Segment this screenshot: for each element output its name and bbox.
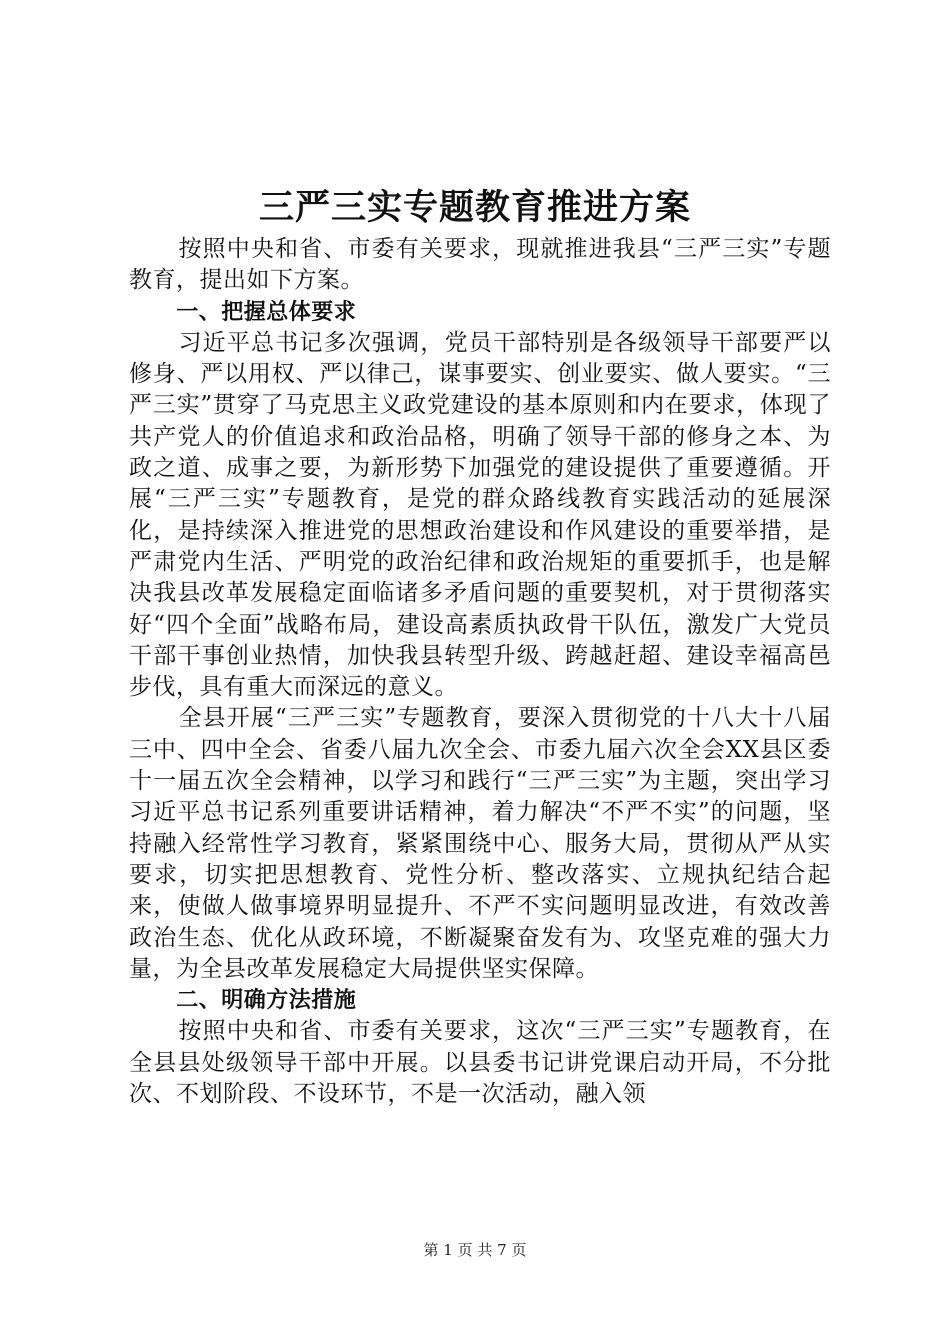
document-body <box>129 234 831 1110</box>
section-heading-2: 二、明确方法措施 <box>176 988 357 1014</box>
section-heading-1: 一、把握总体要求 <box>176 299 357 325</box>
page-number-footer: 第 1 页 共 7 页 <box>423 1241 527 1259</box>
intro-paragraph: 按照中央和省、市委有关要求，现就推进我县“三严三实”专题教育，提出如下方案。 <box>129 236 831 294</box>
document-title: 三严三实专题教育推进方案 <box>258 187 691 228</box>
section1-paragraph-2: 全县开展“三严三实”专题教育，要深入贯彻党的十八大十八届三中、四中全会、省委八届九次全会、市委九届六次全会XX县区委十一届五次全会精神，以学习和践行“三严三实”为主题，突出学习习近平总书记系列重要讲话精神，着力解决“不严不实”的问题，坚持融入经常性学习教育，紧紧围绕中心、服务大局，贯彻从严从实要求，切实把思想教育、党性分析、整改落实、立规执纪结合起来，使做人做事境界明显提升、不严不实问题明显改进，有效改善政治生态、优化从政环境，不断凝聚奋发有为、攻坚克难的强大力量，为全县改革发展稳定大局提供坚实保障。 <box>129 705 831 982</box>
section2-paragraph-1: 按照中央和省、市委有关要求，这次“三严三实”专题教育，在全县县处级领导干部中开展。以县委书记讲党课启动开局，不分批次、不划阶段、不设环节，不是一次活动，融入领 <box>129 1018 831 1108</box>
section1-paragraph-1: 习近平总书记多次强调，党员干部特别是各级领导干部要严以修身、严以用权、严以律己，谋事要实、创业要实、做人要实。“三严三实”贯穿了马克思主义政党建设的基本原则和内在要求，体现了共产党人的价值追求和政治品格，明确了领导干部的修身之本、为政之道、成事之要，为新形势下加强党的建设提供了重要遵循。开展“三严三实”专题教育，是党的群众路线教育实践活动的延展深化，是持续深入推进党的思想政治建设和作风建设的重要举措，是严肃党内生活、严明党的政治纪律和政治规矩的重要抓手，也是解决我县改革发展稳定面临诸多矛盾问题的重要契机，对于贯彻落实好“四个全面”战略布局，建设高素质执政骨干队伍，激发广大党员干部干事创业热情，加快我县转型升级、跨越赶超、建设幸福高邑步伐，具有重大而深远的意义。 <box>129 329 831 701</box>
